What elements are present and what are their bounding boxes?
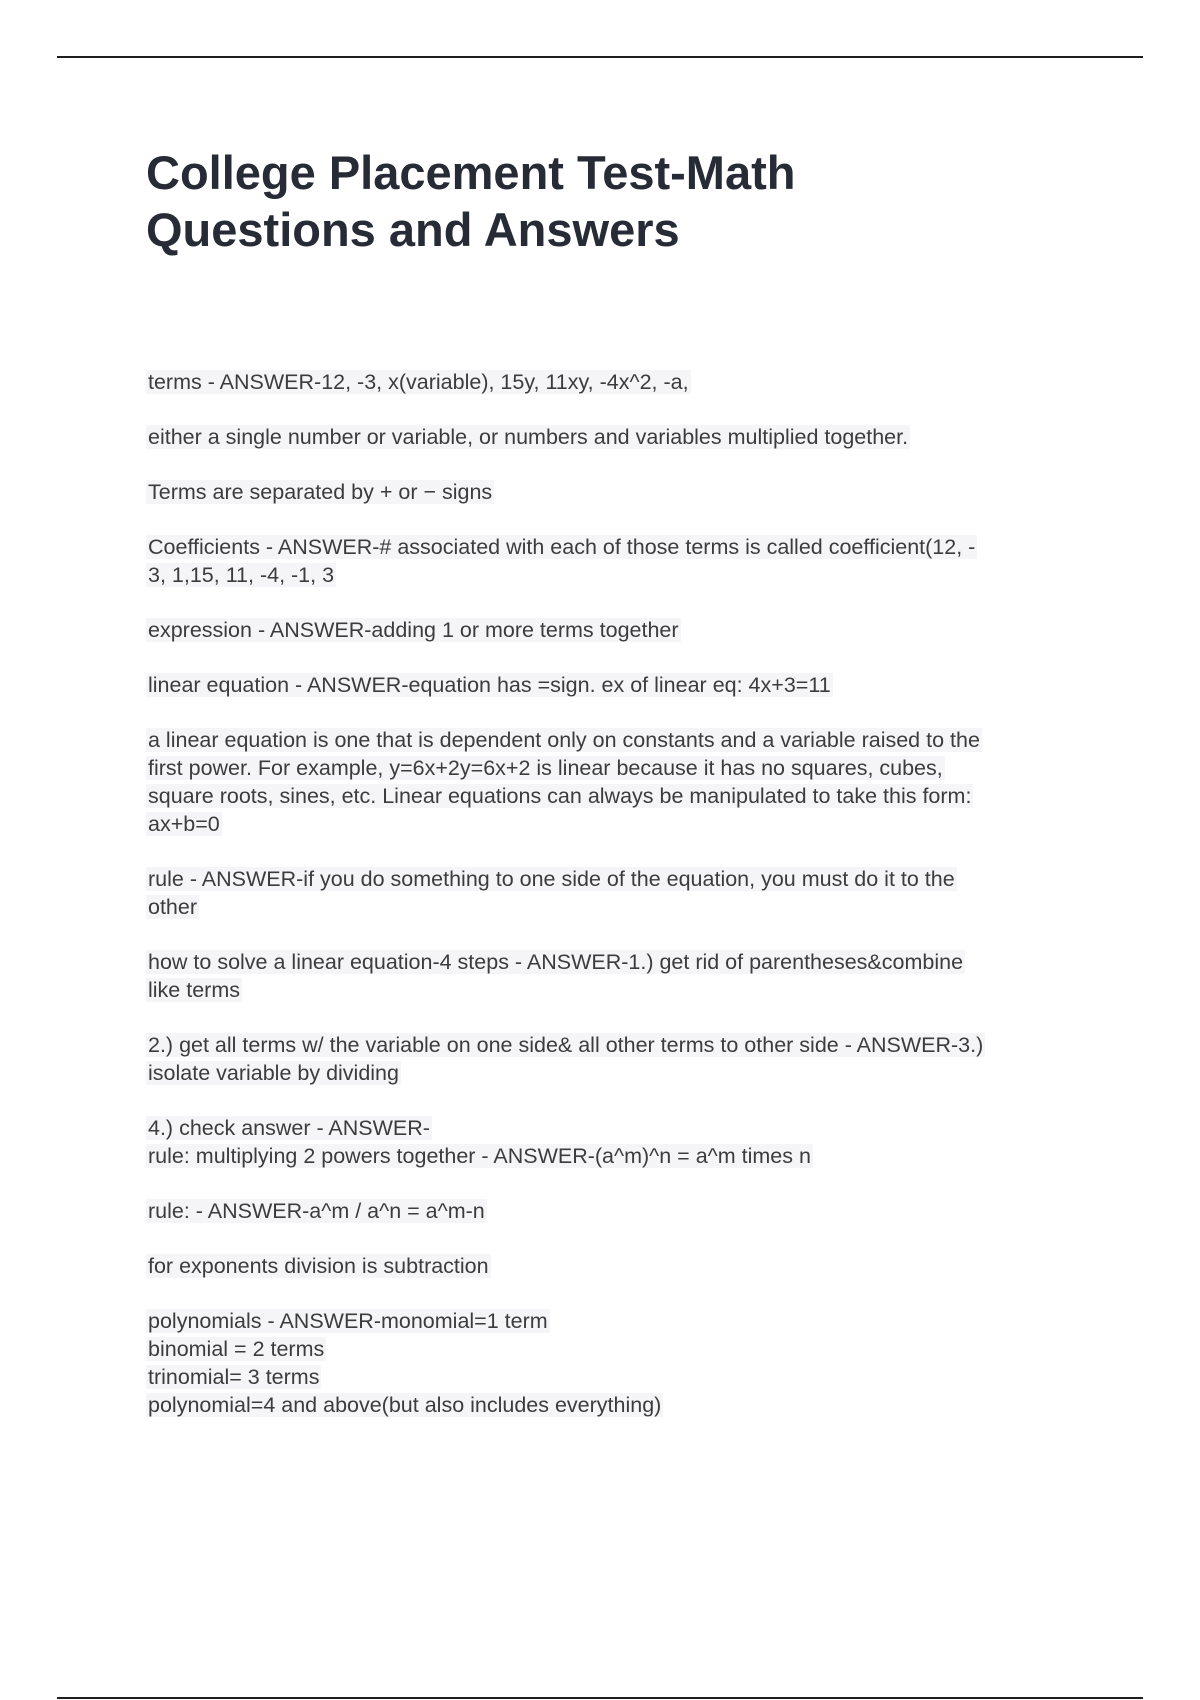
text-line-content: expression - ANSWER-adding 1 or more terms together (148, 618, 679, 642)
text-line (146, 423, 1096, 451)
text-line-content: rule - ANSWER-if you do something to one side of the equation, you must do it to the (148, 867, 955, 891)
text-line-content: binomial = 2 terms (148, 1337, 325, 1361)
document-body (146, 368, 1096, 1446)
qa-paragraph (146, 1197, 1096, 1225)
text-line-content: isolate variable by dividing (148, 1061, 399, 1085)
qa-paragraph (146, 533, 1096, 589)
qa-paragraph (146, 671, 1096, 699)
text-line-content: ax+b=0 (148, 812, 220, 836)
text-line (146, 561, 1096, 589)
text-line-content: linear equation - ANSWER-equation has =sign. ex of linear eq: 4x+3=11 (148, 673, 831, 697)
text-line (146, 1031, 1096, 1059)
text-line (146, 726, 1096, 754)
text-line (146, 1197, 1096, 1225)
text-line-content: polynomial=4 and above(but also includes everything) (148, 1393, 662, 1417)
text-line-content: trinomial= 3 terms (148, 1365, 320, 1389)
document-title (146, 144, 1146, 258)
text-line (146, 1335, 1096, 1363)
top-rule (57, 56, 1143, 58)
text-line-content: square roots, sines, etc. Linear equations can always be manipulated to take this form: (148, 784, 972, 808)
text-line (146, 1114, 1096, 1142)
bottom-rule (57, 1697, 1143, 1699)
text-line-content: Coefficients - ANSWER-# associated with each of those terms is called coefficient(12, - (148, 535, 976, 559)
text-line (146, 810, 1096, 838)
title-line-2: Questions and Answers (146, 203, 680, 256)
qa-paragraph (146, 865, 1096, 921)
text-line (146, 1059, 1096, 1087)
text-line-content: Terms are separated by + or − signs (148, 480, 493, 504)
text-line-content: a linear equation is one that is dependent only on constants and a variable raised to the (148, 728, 980, 752)
text-line (146, 368, 1096, 396)
text-line-content: first power. For example, y=6x+2y=6x+2 is linear because it has no squares, cubes, (148, 756, 943, 780)
text-line (146, 1252, 1096, 1280)
text-line-content: 3, 1,15, 11, -4, -1, 3 (148, 563, 335, 587)
text-line-content: for exponents division is subtraction (148, 1254, 489, 1278)
text-line (146, 1363, 1096, 1391)
text-line (146, 671, 1096, 699)
qa-paragraph (146, 948, 1096, 1004)
text-line (146, 1391, 1096, 1419)
text-line-content: 2.) get all terms w/ the variable on one side& all other terms to other side - ANSWER-3.) (148, 1033, 984, 1057)
text-line-content: polynomials - ANSWER-monomial=1 term (148, 1309, 548, 1333)
qa-paragraph (146, 368, 1096, 396)
text-line-content: either a single number or variable, or numbers and variables multiplied together. (148, 425, 909, 449)
text-line (146, 865, 1096, 893)
qa-paragraph (146, 423, 1096, 451)
text-line-content: 4.) check answer - ANSWER- (148, 1116, 430, 1140)
qa-paragraph (146, 1252, 1096, 1280)
qa-paragraph (146, 1114, 1096, 1170)
text-line (146, 893, 1096, 921)
qa-paragraph (146, 1031, 1096, 1087)
text-line (146, 1142, 1096, 1170)
text-line-content: like terms (148, 978, 240, 1002)
text-line-content: rule: - ANSWER-a^m / a^n = a^m-n (148, 1199, 485, 1223)
text-line (146, 478, 1096, 506)
text-line (146, 1307, 1096, 1335)
text-line-content: other (148, 895, 198, 919)
text-line-content: rule: multiplying 2 powers together - ANSWER-(a^m)^n = a^m times n (148, 1144, 811, 1168)
text-line (146, 533, 1096, 561)
qa-paragraph (146, 726, 1096, 838)
text-line (146, 754, 1096, 782)
text-line (146, 616, 1096, 644)
qa-paragraph (146, 1307, 1096, 1419)
text-line (146, 976, 1096, 1004)
text-line (146, 782, 1096, 810)
text-line-content: how to solve a linear equation-4 steps - ANSWER-1.) get rid of parentheses&combine (148, 950, 964, 974)
qa-paragraph (146, 478, 1096, 506)
qa-paragraph (146, 616, 1096, 644)
title-line-1: College Placement Test-Math (146, 146, 796, 199)
text-line-content: terms - ANSWER-12, -3, x(variable), 15y, 11xy, -4x^2, -a, (148, 370, 689, 394)
text-line (146, 948, 1096, 976)
